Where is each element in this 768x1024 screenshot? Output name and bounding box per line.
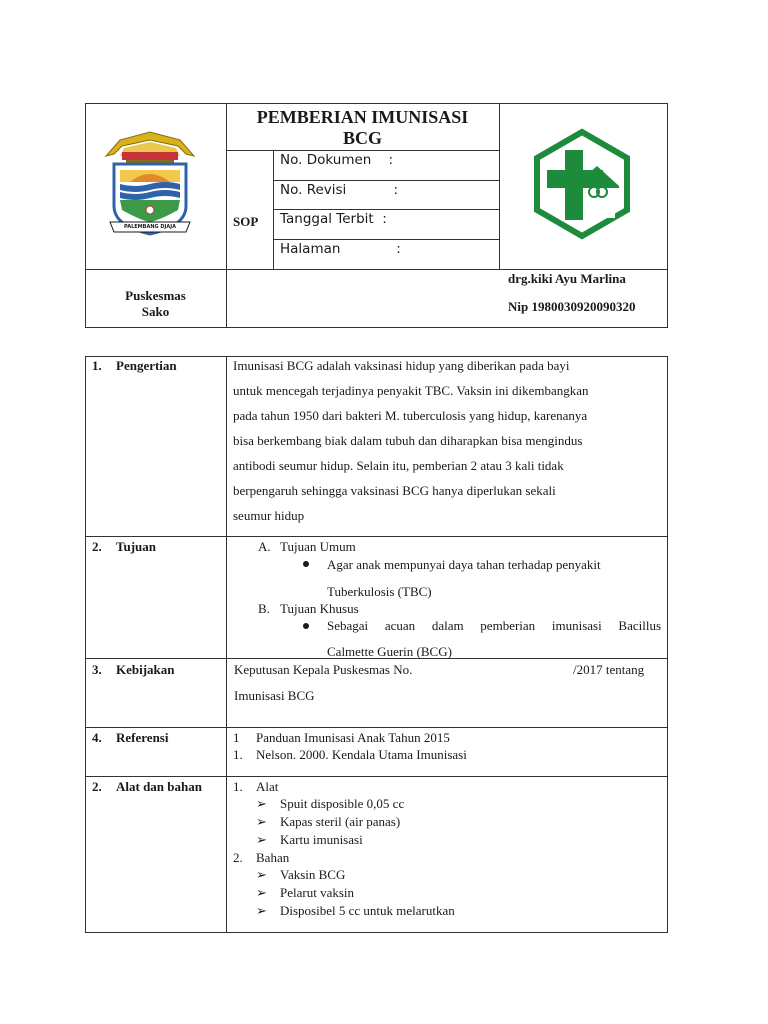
field-halaman: Halaman : [280, 241, 401, 257]
arrow-bullet-icon: ➢ [256, 903, 267, 918]
tujuan-b-bullet-line2: Calmette Guerin (BCG) [327, 644, 452, 659]
bahan-item: Vaksin BCG [280, 867, 346, 882]
sop-title-line1: PEMBERIAN IMUNISASI [256, 107, 469, 127]
referensi-marker: 1. [233, 747, 243, 762]
pengertian-paragraph [233, 353, 663, 528]
pengertian-line: antibodi seumur hidup. Selain itu, pemberian 2 atau 3 kali tidak [233, 458, 564, 473]
alat-title: Alat [256, 779, 279, 794]
signer-name: drg.kiki Ayu Marlina [508, 271, 626, 286]
section-number-kebijakan: 3. [92, 662, 102, 677]
pengertian-line: bisa berkembang biak dalam tubuh dan diharapkan bisa mengindus [233, 433, 583, 448]
tujuan-b-marker: B. [258, 601, 270, 616]
palembang-crest-logo [100, 126, 200, 241]
alat-item: Kartu imunisasi [280, 832, 363, 847]
section-label-kebijakan: Kebijakan [116, 662, 175, 677]
bahan-marker: 2. [233, 850, 243, 865]
referensi-item: Panduan Imunisasi Anak Tahun 2015 [256, 730, 450, 745]
arrow-bullet-icon: ➢ [256, 832, 267, 847]
pengertian-line: pada tahun 1950 dari bakteri M. tuberculosis yang hidup, karenanya [233, 408, 588, 423]
alat-item: Spuit disposible 0,05 cc [280, 796, 405, 811]
field-no-revisi: No. Revisi : [280, 182, 399, 198]
field-no-dokumen: No. Dokumen : [280, 152, 394, 168]
sop-title-line2: BCG [342, 128, 382, 148]
bahan-item: Disposibel 5 cc untuk melarutkan [280, 903, 455, 918]
sop-label: SOP [233, 214, 259, 229]
kebijakan-line1-left: Keputusan Kepala Puskesmas No. [234, 662, 413, 677]
tujuan-a-bullet-line2: Tuberkulosis (TBC) [327, 584, 432, 599]
field-tanggal-terbit: Tanggal Terbit : [280, 211, 387, 227]
section-label-referensi: Referensi [116, 730, 169, 745]
section-label-pengertian: Pengertian [116, 358, 177, 373]
pengertian-line: berpengaruh sehingga vaksinasi BCG hanya diperlukan sekali [233, 483, 556, 498]
tujuan-a-bullet-line1: Agar anak mempunyai daya tahan terhadap penyakit [327, 557, 601, 572]
arrow-bullet-icon: ➢ [256, 885, 267, 900]
section-number-alat-bahan: 2. [92, 779, 102, 794]
puskesmas-cross-icon [527, 126, 637, 242]
referensi-marker: 1 [233, 730, 240, 745]
section-number-pengertian: 1. [92, 358, 102, 373]
bahan-item: Pelarut vaksin [280, 885, 355, 900]
bullet-dot-icon [303, 623, 309, 629]
tujuan-a-marker: A. [258, 539, 271, 554]
arrow-bullet-icon: ➢ [256, 867, 267, 882]
org-name-line2: Sako [141, 304, 170, 319]
alat-marker: 1. [233, 779, 243, 794]
arrow-bullet-icon: ➢ [256, 796, 267, 811]
signer-nip: Nip 1980030920090320 [508, 299, 636, 314]
tujuan-b-bullet-line1: Sebagai acuan dalam pemberian imunisasi Bacillus [327, 618, 661, 633]
tujuan-b-title: Tujuan Khusus [280, 601, 359, 616]
tujuan-a-title: Tujuan Umum [280, 539, 356, 554]
alat-item: Kapas steril (air panas) [280, 814, 401, 829]
section-number-tujuan: 2. [92, 539, 102, 554]
section-label-alat-bahan: Alat dan bahan [116, 779, 202, 794]
pengertian-line: untuk mencegah terjadinya penyakit TBC. Vaksin ini dikembangkan [233, 383, 589, 398]
referensi-item: Nelson. 2000. Kendala Utama Imunisasi [256, 747, 467, 762]
bahan-title: Bahan [256, 850, 290, 865]
arrow-bullet-icon: ➢ [256, 814, 267, 829]
crest-ribbon-text: PALEMBANG DJAJA [124, 224, 176, 230]
kebijakan-line2: Imunisasi BCG [234, 688, 315, 703]
pengertian-line: seumur hidup [233, 508, 305, 523]
pengertian-line: Imunisasi BCG adalah vaksinasi hidup yang diberikan pada bayi [233, 358, 570, 373]
org-name-line1: Puskesmas [125, 288, 186, 303]
bullet-dot-icon [303, 561, 309, 567]
kebijakan-line1-right: /2017 tentang [573, 662, 645, 677]
section-label-tujuan: Tujuan [116, 539, 156, 554]
puskesmas-logo [527, 126, 637, 242]
section-number-referensi: 4. [92, 730, 102, 745]
